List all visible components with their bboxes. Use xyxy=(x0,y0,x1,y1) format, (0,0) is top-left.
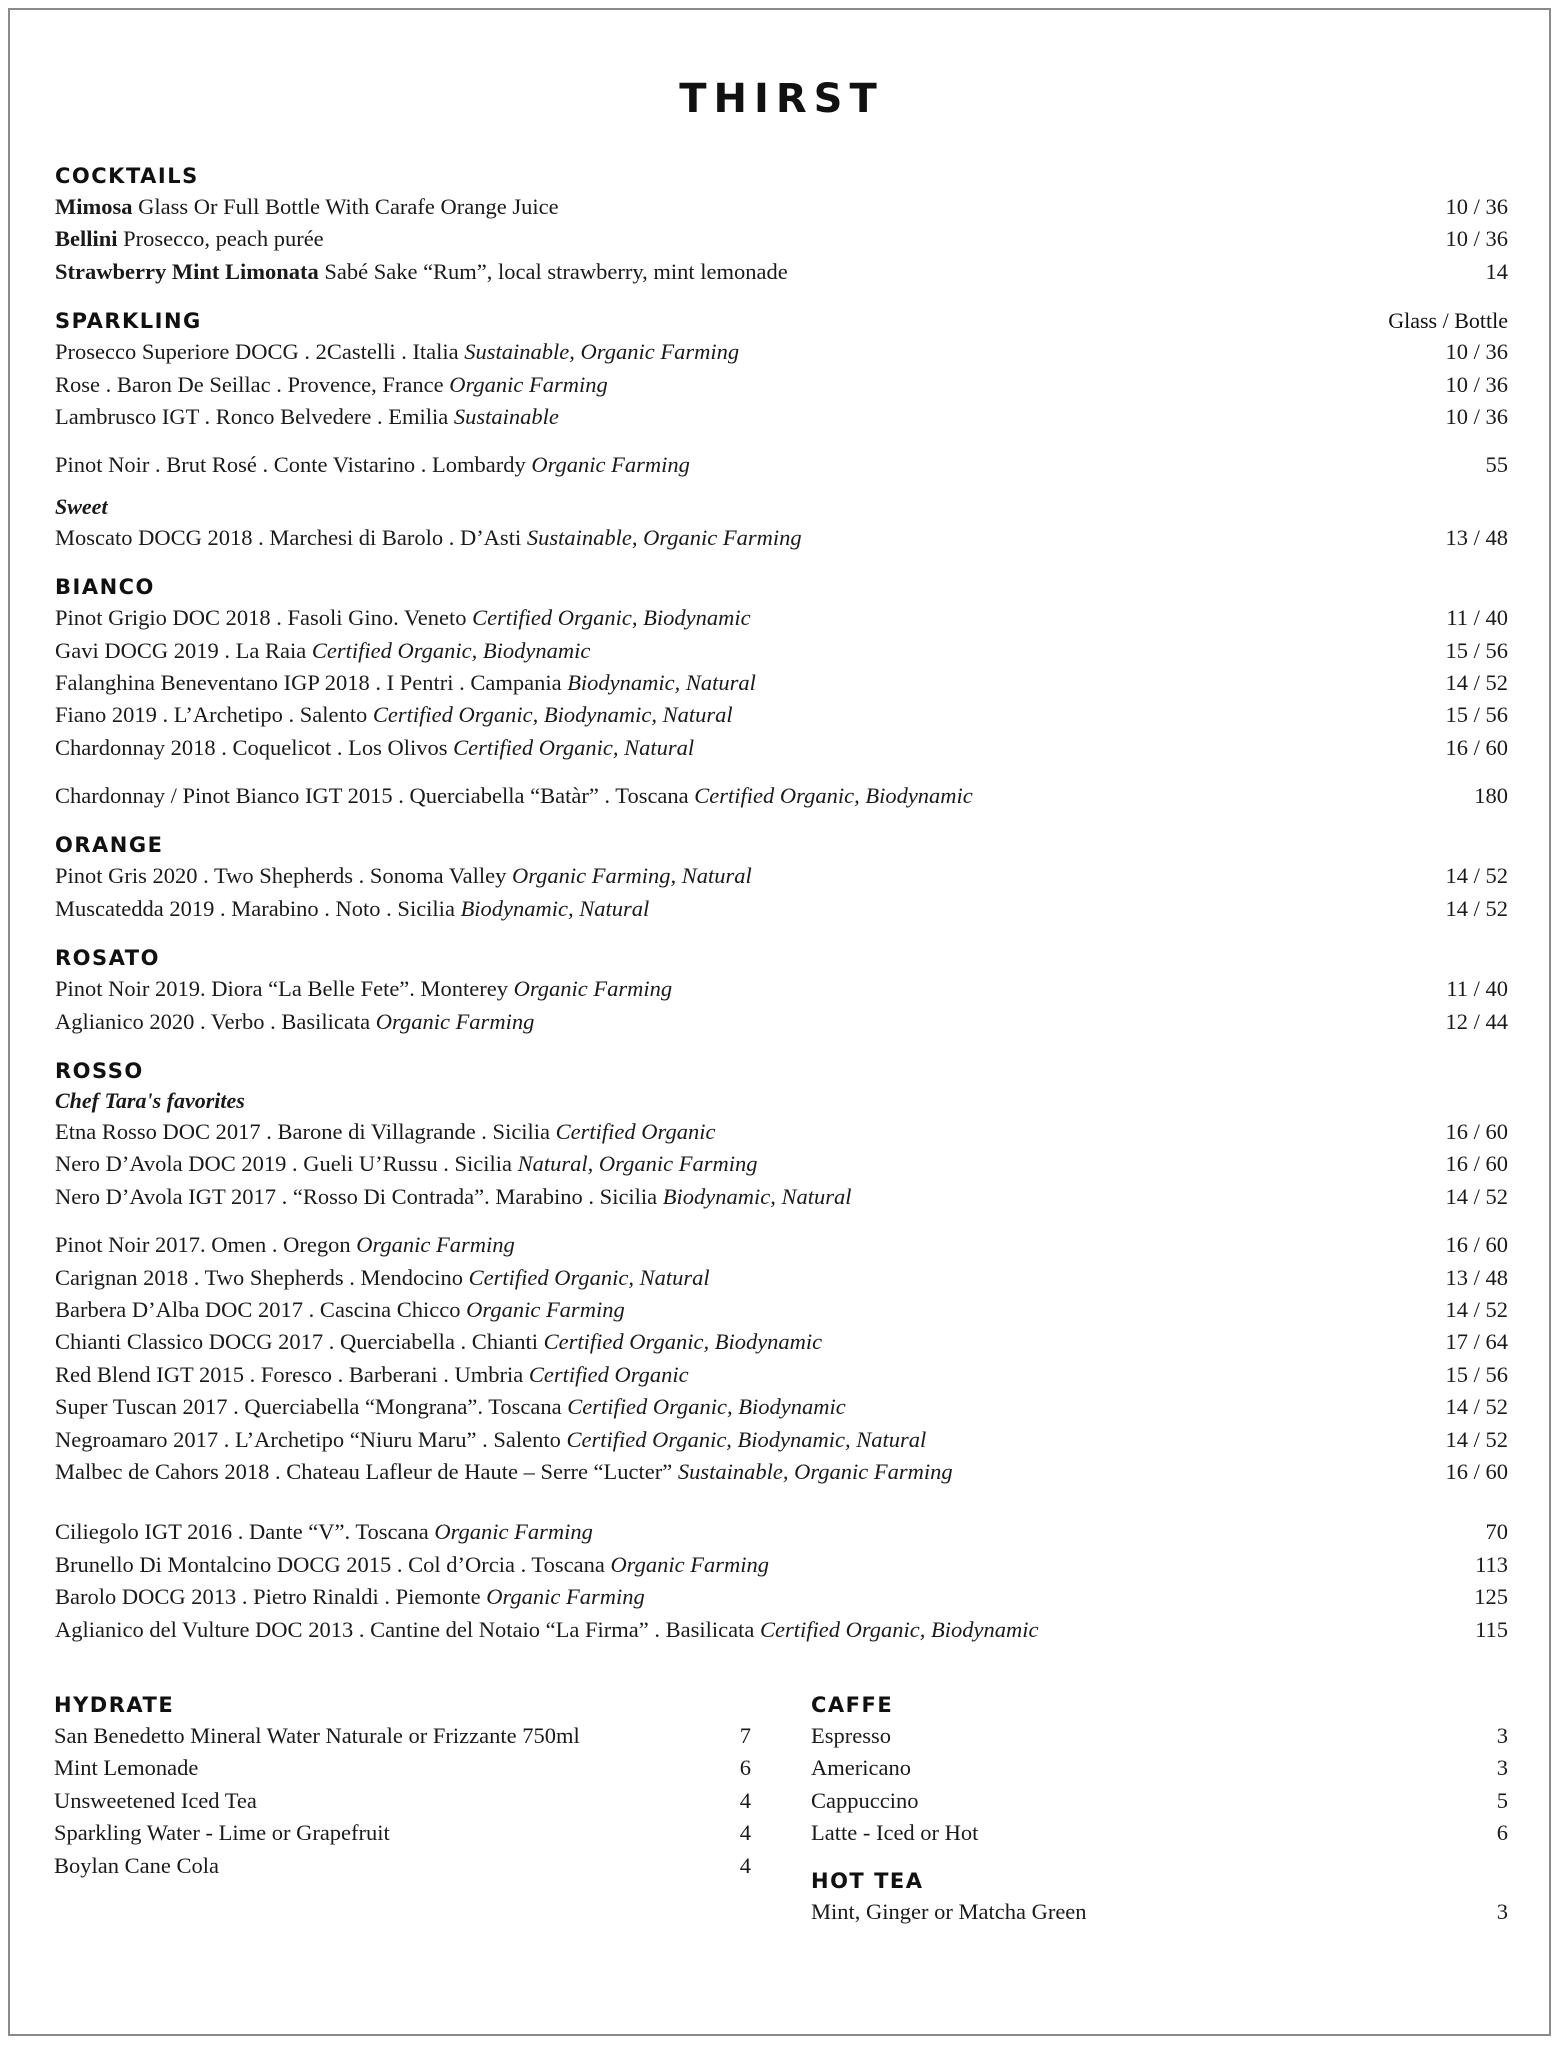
menu-item xyxy=(55,860,1508,892)
menu-item xyxy=(55,667,1508,699)
item-description xyxy=(55,191,559,223)
menu-item xyxy=(55,191,1508,223)
hydrate-column xyxy=(54,1690,751,1882)
item-price: 180 xyxy=(1474,783,1508,809)
menu-item xyxy=(55,1581,1508,1613)
section-heading xyxy=(55,306,1508,336)
item-price: 10 / 36 xyxy=(1445,226,1508,252)
item-farming-note: Organic Farming xyxy=(375,1008,535,1034)
item-description xyxy=(55,223,324,255)
item-description xyxy=(54,1850,219,1882)
item-details: Mint Lemonade xyxy=(54,1755,199,1781)
item-price: 14 / 52 xyxy=(1445,863,1508,889)
item-details: Pinot Noir . Brut Rosé . Conte Vistarino . Lombardy xyxy=(55,452,532,478)
item-details: Pinot Noir 2019. Diora “La Belle Fete”. Monterey xyxy=(55,976,514,1002)
item-price: 6 xyxy=(739,1755,751,1781)
subsection-heading: Sweet xyxy=(55,493,108,519)
menu-item xyxy=(55,1148,1508,1180)
section-heading xyxy=(55,161,1508,191)
item-farming-note: Organic Farming xyxy=(531,452,690,478)
item-price: 17 / 64 xyxy=(1445,1329,1508,1355)
item-description xyxy=(55,1456,953,1488)
item-price: 10 / 36 xyxy=(1445,339,1508,365)
section-heading xyxy=(811,1690,1508,1720)
menu-item xyxy=(811,1785,1508,1817)
item-price: 16 / 60 xyxy=(1445,734,1508,760)
item-description xyxy=(55,860,752,892)
item-farming-note: Certified Organic, Biodynamic xyxy=(694,783,973,809)
item-description xyxy=(55,1614,1038,1646)
item-farming-note: Certified Organic, Biodynamic xyxy=(472,605,751,631)
item-price: 14 / 52 xyxy=(1445,1394,1508,1420)
item-description xyxy=(55,369,608,401)
menu-item xyxy=(811,1896,1508,1928)
item-description xyxy=(55,1006,534,1038)
section-title: ROSSO xyxy=(55,1059,144,1084)
item-details: Barolo DOCG 2013 . Pietro Rinaldi . Piemonte xyxy=(55,1584,487,1610)
item-farming-note: Biodynamic, Natural xyxy=(662,1183,852,1209)
item-description xyxy=(811,1720,891,1752)
item-details: Red Blend IGT 2015 . Foresco . Barberani . Umbria xyxy=(55,1361,529,1387)
menu-item xyxy=(55,780,1508,812)
item-details: Moscato DOCG 2018 . Marchesi di Barolo . D’Asti xyxy=(55,524,527,550)
item-farming-note: Organic Farming xyxy=(486,1584,645,1610)
item-description xyxy=(811,1752,911,1784)
item-description xyxy=(55,1581,645,1613)
item-price: 4 xyxy=(739,1820,751,1846)
item-description xyxy=(55,635,590,667)
item-description xyxy=(55,1181,852,1213)
item-details: Pinot Noir 2017. Omen . Oregon xyxy=(55,1232,357,1258)
item-farming-note: Organic Farming xyxy=(610,1551,769,1577)
item-details: Sparkling Water - Lime or Grapefruit xyxy=(54,1820,390,1846)
item-details: Ciliegolo IGT 2016 . Dante “V”. Toscana xyxy=(55,1519,435,1545)
menu-item xyxy=(811,1720,1508,1752)
item-description xyxy=(55,256,788,288)
item-details: Boylan Cane Cola xyxy=(54,1852,219,1878)
item-farming-note: Certified Organic, Biodynamic, Natural xyxy=(372,702,733,728)
item-details: Nero D’Avola IGT 2017 . “Rosso Di Contrada”. Marabino . Sicilia xyxy=(55,1183,663,1209)
menu-item xyxy=(55,732,1508,764)
item-details: Brunello Di Montalcino DOCG 2015 . Col d’Orcia . Toscana xyxy=(55,1551,611,1577)
item-price: 15 / 56 xyxy=(1445,702,1508,728)
item-description xyxy=(55,449,690,481)
section-title: ORANGE xyxy=(55,833,164,858)
item-description xyxy=(55,1229,515,1261)
item-price: 16 / 60 xyxy=(1445,1232,1508,1258)
item-details: Fiano 2019 . L’Archetipo . Salento xyxy=(55,702,373,728)
item-farming-note: Sustainable, Organic Farming xyxy=(464,339,740,365)
item-price: 55 xyxy=(1485,452,1508,478)
item-details: Espresso xyxy=(811,1723,891,1748)
item-description xyxy=(55,732,694,764)
item-details: Unsweetened Iced Tea xyxy=(54,1787,257,1813)
glass-bottle-label: Glass / Bottle xyxy=(1388,308,1508,334)
item-description xyxy=(55,1294,625,1326)
item-description xyxy=(55,1326,822,1358)
section-heading xyxy=(811,1866,1508,1896)
item-description xyxy=(55,1516,593,1548)
menu-item xyxy=(55,1262,1508,1294)
item-name: Strawberry Mint Limonata xyxy=(55,258,319,284)
item-description xyxy=(54,1817,390,1849)
item-details: Negroamaro 2017 . L’Archetipo “Niuru Maru” . Salento xyxy=(55,1426,567,1452)
item-farming-note: Sustainable xyxy=(453,403,559,429)
menu-item xyxy=(55,1326,1508,1358)
menu-item xyxy=(55,973,1508,1005)
item-description xyxy=(54,1752,198,1784)
item-description xyxy=(55,1148,757,1180)
item-price: 3 xyxy=(1496,1723,1508,1748)
item-price: 14 / 52 xyxy=(1445,669,1508,695)
item-price: 4 xyxy=(739,1852,751,1878)
menu-item xyxy=(54,1752,751,1784)
menu-item xyxy=(54,1785,751,1817)
item-price: 70 xyxy=(1485,1519,1508,1545)
section-title: HOT TEA xyxy=(811,1868,924,1893)
menu-item xyxy=(55,1006,1508,1038)
item-details: Rose . Baron De Seillac . Provence, France xyxy=(55,371,450,397)
item-price: 113 xyxy=(1475,1551,1508,1577)
item-farming-note: Sustainable, Organic Farming xyxy=(526,524,802,550)
item-details: Aglianico del Vulture DOC 2013 . Cantine del Notaio “La Firma” . Basilicata xyxy=(55,1616,760,1642)
item-description xyxy=(54,1720,580,1752)
section-title: ROSATO xyxy=(55,946,160,971)
item-farming-note: Organic Farming xyxy=(356,1232,515,1258)
section-heading xyxy=(55,830,1508,860)
item-price: 14 / 52 xyxy=(1445,1426,1508,1452)
section-title: CAFFE xyxy=(811,1693,894,1717)
item-details: Pinot Grigio DOC 2018 . Fasoli Gino. Veneto xyxy=(55,605,473,631)
item-farming-note: Certified Organic, Biodynamic xyxy=(543,1329,823,1355)
item-price: 13 / 48 xyxy=(1445,524,1508,550)
menu-item xyxy=(55,893,1508,925)
section-title: HYDRATE xyxy=(54,1693,175,1717)
item-details: Chianti Classico DOCG 2017 . Querciabella . Chianti xyxy=(55,1329,544,1355)
coffee-tea-column xyxy=(811,1690,1508,1928)
item-price: 11 / 40 xyxy=(1446,976,1508,1002)
menu-item xyxy=(54,1817,751,1849)
item-details: Aglianico 2020 . Verbo . Basilicata xyxy=(55,1008,376,1034)
menu-item xyxy=(55,1229,1508,1261)
item-description xyxy=(811,1896,1087,1928)
menu-item xyxy=(55,522,1508,554)
item-description xyxy=(55,602,751,634)
section-title: SPARKLING xyxy=(55,309,202,334)
item-details: Latte - Iced or Hot xyxy=(811,1820,979,1846)
item-farming-note: Certified Organic xyxy=(555,1119,716,1145)
item-details: San Benedetto Mineral Water Naturale or Frizzante 750ml xyxy=(54,1723,580,1748)
item-details: Etna Rosso DOC 2017 . Barone di Villagrande . Sicilia xyxy=(55,1119,556,1145)
menu-item xyxy=(55,1456,1508,1488)
item-details: Nero D’Avola DOC 2019 . Gueli U’Russu . Sicilia xyxy=(55,1151,518,1177)
menu-item xyxy=(55,602,1508,634)
item-description xyxy=(55,1424,926,1456)
item-price: 16 / 60 xyxy=(1445,1151,1508,1177)
item-name: Mimosa xyxy=(55,194,133,219)
item-details: Malbec de Cahors 2018 . Chateau Lafleur de Haute – Serre “Lucter” xyxy=(55,1458,678,1484)
item-description xyxy=(55,401,559,433)
item-description xyxy=(55,1116,715,1148)
menu-item xyxy=(55,1516,1508,1548)
wine-list xyxy=(55,161,1508,1646)
item-details: Chardonnay 2018 . Coquelicot . Los Olivos xyxy=(55,734,454,760)
item-price: 11 / 40 xyxy=(1446,605,1508,631)
menu-item xyxy=(55,336,1508,368)
section-title: BIANCO xyxy=(55,575,155,600)
item-details: Super Tuscan 2017 . Querciabella “Mongrana”. Toscana xyxy=(55,1394,568,1420)
item-description xyxy=(55,667,756,699)
item-description xyxy=(55,336,739,368)
item-farming-note: Organic Farming xyxy=(434,1519,593,1545)
item-description xyxy=(811,1785,918,1817)
item-farming-note: Organic Farming xyxy=(513,976,673,1002)
item-farming-note: Organic Farming xyxy=(449,371,608,397)
item-description xyxy=(55,1262,710,1294)
item-price: 16 / 60 xyxy=(1445,1119,1508,1145)
item-details: Pinot Gris 2020 . Two Shepherds . Sonoma Valley xyxy=(55,863,512,889)
menu-item xyxy=(55,223,1508,255)
section-heading xyxy=(55,1056,1508,1086)
menu-item xyxy=(55,1424,1508,1456)
subsection-heading: Chef Tara's favorites xyxy=(55,1088,245,1114)
item-farming-note: Certified Organic, Natural xyxy=(453,734,695,760)
item-price: 6 xyxy=(1496,1820,1508,1846)
item-description xyxy=(55,780,973,812)
item-details: Muscatedda 2019 . Marabino . Noto . Sicilia xyxy=(55,895,461,921)
item-farming-note: Certified Organic, Biodynamic xyxy=(311,637,591,663)
item-farming-note: Certified Organic, Biodynamic xyxy=(759,1616,1039,1642)
item-price: 10 / 36 xyxy=(1445,194,1508,219)
section-heading xyxy=(54,1690,751,1720)
menu-item xyxy=(54,1720,751,1752)
item-price: 10 / 36 xyxy=(1445,371,1508,397)
menu-item xyxy=(55,369,1508,401)
item-description xyxy=(55,1391,846,1423)
item-description xyxy=(55,1549,769,1581)
item-price: 4 xyxy=(739,1787,751,1813)
menu-item xyxy=(811,1752,1508,1784)
item-details: Prosecco Superiore DOCG . 2Castelli . Italia xyxy=(55,339,465,365)
item-farming-note: Biodynamic, Natural xyxy=(460,895,650,921)
item-details: Americano xyxy=(811,1755,911,1781)
item-farming-note: Organic Farming xyxy=(466,1296,625,1322)
item-description xyxy=(54,1785,257,1817)
item-price: 15 / 56 xyxy=(1445,637,1508,663)
item-farming-note: Certified Organic, Biodynamic xyxy=(567,1394,846,1420)
item-farming-note: Certified Organic, Natural xyxy=(468,1264,710,1290)
item-farming-note: Sustainable, Organic Farming xyxy=(677,1458,953,1484)
menu-item xyxy=(55,1359,1508,1391)
item-price: 3 xyxy=(1496,1755,1508,1781)
item-description xyxy=(55,1359,689,1391)
item-price: 5 xyxy=(1496,1787,1508,1813)
menu-item xyxy=(811,1817,1508,1849)
menu-item xyxy=(55,1391,1508,1423)
item-farming-note: Certified Organic xyxy=(528,1361,689,1387)
menu-item xyxy=(55,699,1508,731)
item-details: Carignan 2018 . Two Shepherds . Mendocino xyxy=(55,1264,469,1290)
menu-item xyxy=(55,1294,1508,1326)
item-price: 12 / 44 xyxy=(1445,1008,1508,1034)
item-details: Chardonnay / Pinot Bianco IGT 2015 . Querciabella “Batàr” . Toscana xyxy=(55,783,695,809)
item-price: 14 / 52 xyxy=(1445,1296,1508,1322)
menu-item xyxy=(55,635,1508,667)
item-description xyxy=(55,699,733,731)
item-price: 14 / 52 xyxy=(1445,1183,1508,1209)
item-price: 15 / 56 xyxy=(1445,1361,1508,1387)
item-details: Sabé Sake “Rum”, local strawberry, mint lemonade xyxy=(318,258,788,284)
item-details: Lambrusco IGT . Ronco Belvedere . Emilia xyxy=(55,403,454,429)
page-title: THIRST xyxy=(679,76,884,122)
item-price: 7 xyxy=(739,1723,751,1748)
item-farming-note: Natural, Organic Farming xyxy=(517,1151,758,1177)
item-details: Prosecco, peach purée xyxy=(117,226,324,252)
item-details: Barbera D’Alba DOC 2017 . Cascina Chicco xyxy=(55,1296,467,1322)
menu-item xyxy=(55,256,1508,288)
menu-item xyxy=(55,1549,1508,1581)
section-heading xyxy=(55,943,1508,973)
item-price: 14 / 52 xyxy=(1445,895,1508,921)
section-title: COCKTAILS xyxy=(55,164,199,188)
item-description xyxy=(55,893,649,925)
menu-item xyxy=(55,1116,1508,1148)
menu-item xyxy=(54,1850,751,1882)
item-details: Glass Or Full Bottle With Carafe Orange Juice xyxy=(132,194,559,219)
item-price: 10 / 36 xyxy=(1445,403,1508,429)
item-details: Gavi DOCG 2019 . La Raia xyxy=(55,637,312,663)
item-price: 14 xyxy=(1485,258,1508,284)
item-details: Cappuccino xyxy=(811,1787,919,1813)
menu-item xyxy=(55,1181,1508,1213)
item-farming-note: Biodynamic, Natural xyxy=(567,669,756,695)
item-farming-note: Certified Organic, Biodynamic, Natural xyxy=(566,1426,927,1452)
item-description xyxy=(55,522,802,554)
item-description xyxy=(811,1817,978,1849)
item-price: 16 / 60 xyxy=(1445,1458,1508,1484)
section-heading xyxy=(55,572,1508,602)
menu-item xyxy=(55,1614,1508,1646)
item-price: 13 / 48 xyxy=(1445,1264,1508,1290)
item-price: 125 xyxy=(1474,1584,1508,1610)
item-farming-note: Organic Farming, Natural xyxy=(511,863,752,889)
item-description xyxy=(55,973,672,1005)
menu-item xyxy=(55,401,1508,433)
menu-item xyxy=(55,449,1508,481)
item-price: 3 xyxy=(1496,1898,1508,1924)
item-name: Bellini xyxy=(55,226,118,252)
item-details: Falanghina Beneventano IGP 2018 . I Pentri . Campania xyxy=(55,669,568,695)
item-price: 115 xyxy=(1475,1616,1508,1642)
item-details: Mint, Ginger or Matcha Green xyxy=(811,1898,1087,1924)
